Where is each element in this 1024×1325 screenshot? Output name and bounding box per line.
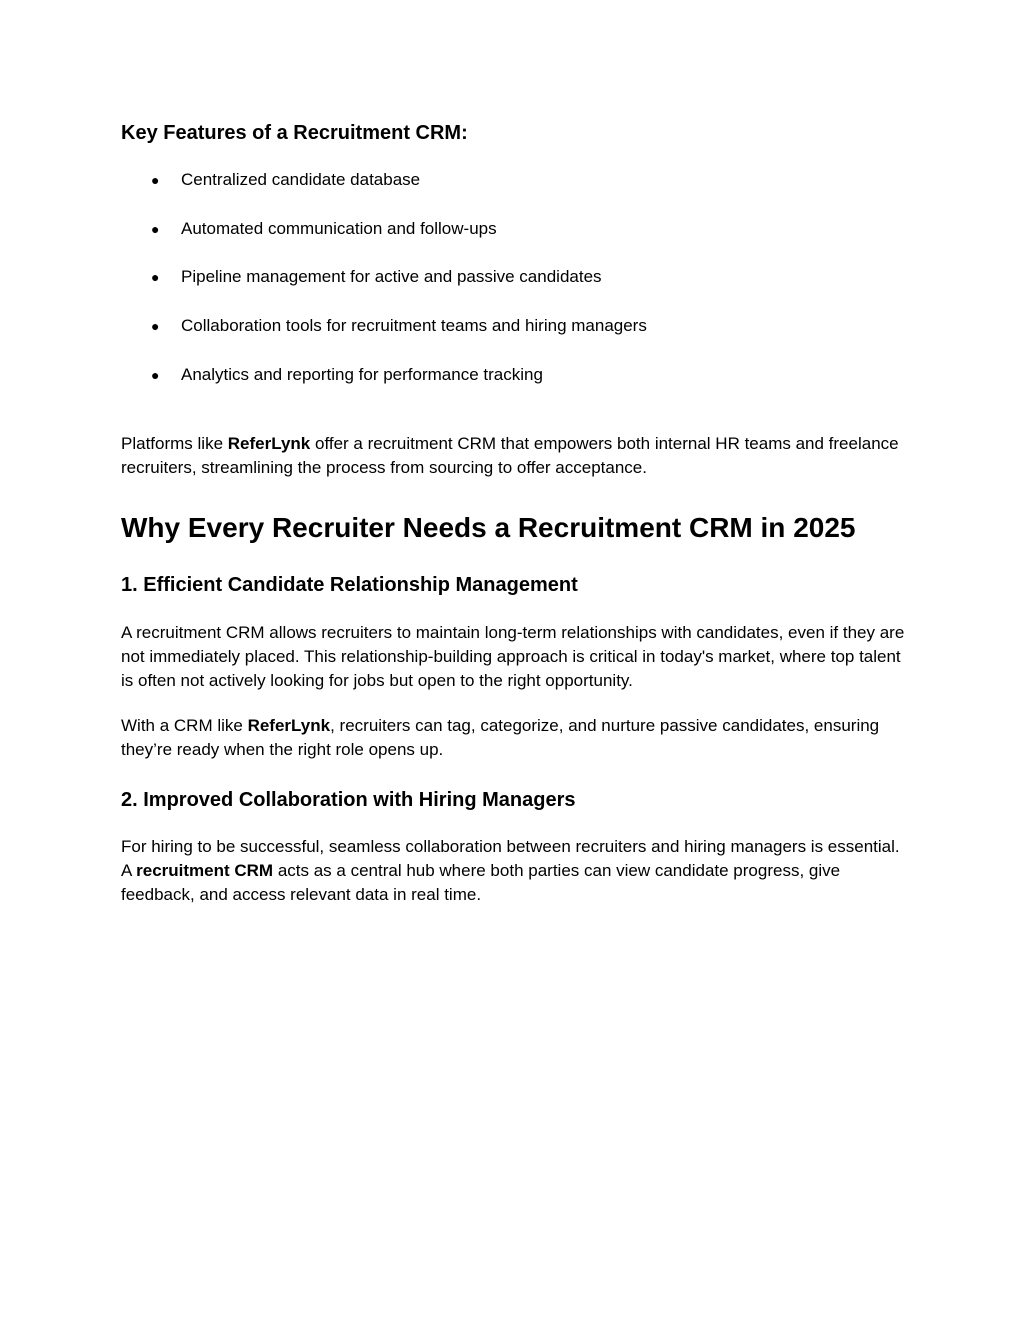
- recruitment-crm-term: recruitment CRM: [136, 861, 274, 880]
- feature-text: Centralized candidate database: [181, 170, 421, 189]
- brand-name: ReferLynk: [227, 434, 311, 453]
- bullet-icon: ●: [151, 220, 160, 237]
- bullet-icon: ●: [151, 172, 160, 188]
- bullet-icon: ●: [151, 366, 160, 383]
- subsection-1-paragraph-2: With a CRM like ReferLynk, recruiters can tag, categorize, and nurture passive candidates, ensuring they’re ready when the right role opens up.: [121, 716, 880, 759]
- subsection-2-heading: 2. Improved Collaboration with Hiring Managers: [121, 789, 576, 811]
- key-features-heading: Key Features of a Recruitment CRM:: [121, 122, 468, 144]
- subsection-1-heading: 1. Efficient Candidate Relationship Management: [121, 574, 578, 596]
- feature-text: Automated communication and follow-ups: [181, 218, 497, 238]
- intro-paragraph: Platforms like ReferLynk offer a recruitment CRM that empowers both internal HR teams and freelance recruiters, streamlining the process from sourcing to offer acceptance.: [121, 434, 899, 477]
- brand-name: ReferLynk: [247, 716, 331, 735]
- subsection-2-paragraph: For hiring to be successful, seamless collaboration between recruiters and hiring managers is essential. A recruitment CRM acts as a central hub where both parties can view candidate progress, give feedback, and access relevant data in real time.: [121, 837, 900, 904]
- feature-text: Analytics and reporting for performance tracking: [181, 364, 543, 384]
- feature-text: Collaboration tools for recruitment teams and hiring managers: [181, 316, 647, 336]
- feature-text: Pipeline management for active and passive candidates: [181, 267, 602, 287]
- bullet-icon: ●: [151, 269, 160, 286]
- main-heading: Why Every Recruiter Needs a Recruitment CRM in 2025: [121, 512, 856, 543]
- bullet-icon: ●: [151, 318, 160, 335]
- subsection-1-paragraph-1: A recruitment CRM allows recruiters to maintain long-term relationships with candidates, even if they are not immediately placed. This relationship-building approach is critical in today's market, where top talent is often not actively looking for jobs but open to the right opportunity.: [121, 623, 905, 690]
